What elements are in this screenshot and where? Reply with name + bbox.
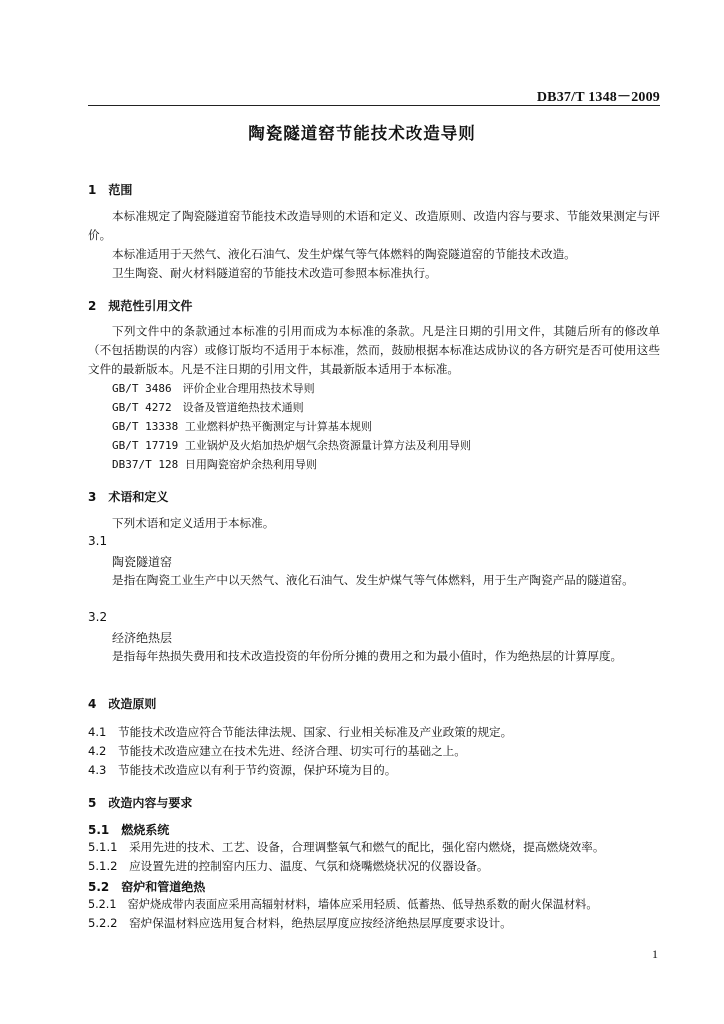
document-title: 陶瓷隧道窑节能技术改造导则 <box>248 124 476 143</box>
paragraph: 卫生陶瓷、耐火材料隧道窑的节能技术改造可参照本标准执行。 <box>112 266 437 280</box>
clause-item: 5.1.2 应设置先进的控制窑内压力、温度、气氛和烧嘴燃烧状况的仪器设备。 <box>88 859 489 873</box>
clause-item: 4.3 节能技术改造应以有利于节约资源，保护环境为目的。 <box>88 763 397 777</box>
page-number: 1 <box>652 947 658 961</box>
term-name: 经济绝热层 <box>112 631 173 645</box>
term-definition: 是指在陶瓷工业生产中以天然气、液化石油气、发生炉煤气等气体燃料，用于生产陶瓷产品的隧道窑。 <box>112 573 634 587</box>
section-heading-principles: 4 改造原则 <box>88 697 157 711</box>
paragraph: 本标准规定了陶瓷隧道窑节能技术改造导则的术语和定义、改造原则、改造内容与要求、节能效果测定与评价。 <box>88 209 660 242</box>
reference-item: GB/T 17719 工业锅炉及火焰加热炉烟气余热资源量计算方法及利用导则 <box>112 439 471 452</box>
paragraph: 本标准适用于天然气、液化石油气、发生炉煤气等气体燃料的陶瓷隧道窑的节能技术改造。 <box>112 247 576 261</box>
term-number: 3.2 <box>88 610 108 624</box>
section-heading-terms: 3 术语和定义 <box>88 490 169 504</box>
section-heading-scope: 1 范围 <box>88 183 133 197</box>
reference-item: GB/T 4272 设备及管道绝热技术通则 <box>112 401 304 414</box>
clause-item: 5.1.1 采用先进的技术、工艺、设备，合理调整氧气和燃气的配比，强化窑内燃烧，提高燃烧效率。 <box>88 840 605 854</box>
clause-item: 5.2.1 窑炉烧成带内表面应采用高辐射材料，墙体应采用轻质、低蓄热、低导热系数的耐火保温材料。 <box>88 898 598 911</box>
subsection-heading: 5.2 窑炉和管道绝热 <box>88 880 206 894</box>
reference-item: GB/T 13338 工业燃料炉热平衡测定与计算基本规则 <box>112 420 372 433</box>
clause-item: 4.1 节能技术改造应符合节能法律法规、国家、行业相关标准及产业政策的规定。 <box>88 725 513 739</box>
section-heading-references: 2 规范性引用文件 <box>88 299 193 313</box>
reference-item: GB/T 3486 评价企业合理用热技术导则 <box>112 382 315 395</box>
paragraph: 下列文件中的条款通过本标准的引用而成为本标准的条款。凡是注日期的引用文件，其随后所有的修改单（不包括勘误的内容）或修订版均不适用于本标准，然而，鼓励根据本标准达成协议的各方研究是否可使用这些文件的最新版本。凡是不注日期的引用文件，其最新版本适用于本标准。 <box>88 324 660 376</box>
term-name: 陶瓷隧道窑 <box>112 555 173 569</box>
header-rule <box>88 105 660 106</box>
reference-item: DB37/T 128 日用陶瓷窑炉余热利用导则 <box>112 458 317 471</box>
paragraph: 下列术语和定义适用于本标准。 <box>112 516 275 530</box>
term-number: 3.1 <box>88 534 108 548</box>
section-heading-requirements: 5 改造内容与要求 <box>88 796 193 810</box>
clause-item: 4.2 节能技术改造应建立在技术先进、经济合理、切实可行的基础之上。 <box>88 744 466 758</box>
standard-number: DB37/T 1348－2009 <box>536 90 660 105</box>
term-definition: 是指每年热损失费用和技术改造投资的年份所分摊的费用之和为最小值时，作为绝热层的计算厚度。 <box>112 649 623 663</box>
subsection-heading: 5.1 燃烧系统 <box>88 823 170 837</box>
clause-item: 5.2.2 窑炉保温材料应选用复合材料，绝热层厚度应按经济绝热层厚度要求设计。 <box>88 916 512 930</box>
